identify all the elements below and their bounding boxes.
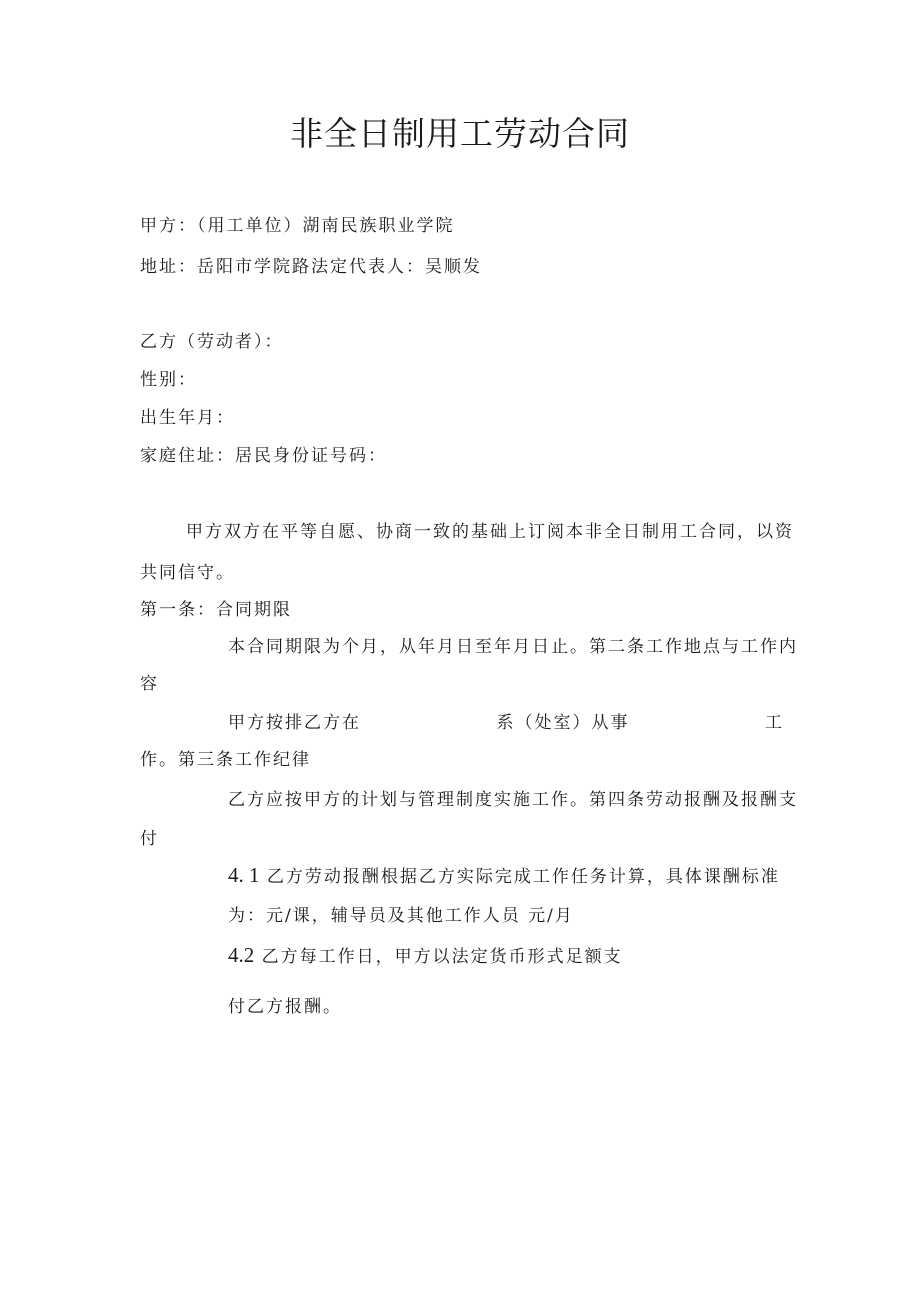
article-2-part-1: 甲方按排乙方在 xyxy=(228,713,361,733)
party-b-address-id: 家庭住址：居民身份证号码： xyxy=(140,446,387,466)
article-1-line-2: 容 xyxy=(140,674,159,694)
party-b-label: 乙方（劳动者）： xyxy=(140,332,284,352)
article-2-line-2: 作。第三条工作纪律 xyxy=(140,750,311,770)
preamble-line-2: 共同信守。 xyxy=(140,563,235,583)
article-2-part-3: 工 xyxy=(765,713,784,733)
contract-title: 非全日制用工劳动合同 xyxy=(290,114,630,153)
clause-4-2-text: 乙方每工作日，甲方以法定货币形式足额支 xyxy=(261,947,623,967)
article-2-part-2: 系（处室）从事 xyxy=(496,713,630,733)
clause-4-1-number: 4. 1 xyxy=(228,863,260,887)
party-b-gender: 性别： xyxy=(140,370,197,390)
party-a-address-representative: 地址：岳阳市学院路法定代表人：吴顺发 xyxy=(140,257,482,277)
clause-4-2-number: 4.2 xyxy=(228,943,255,967)
clause-4-1-line-1 xyxy=(228,865,780,887)
preamble-line-1: 甲方双方在平等自愿、协商一致的基础上订阅本非全日制用工合同，以资 xyxy=(186,522,794,542)
article-1-line-1: 本合同期限为个月，从年月日至年月日止。第二条工作地点与工作内 xyxy=(228,637,798,657)
article-1-heading: 第一条：合同期限 xyxy=(140,600,292,620)
article-2-line-1 xyxy=(228,713,784,733)
article-3-line-2: 付 xyxy=(140,829,159,849)
party-a-unit: 甲方：（用工单位）湖南民族职业学院 xyxy=(140,216,455,236)
clause-4-2-line-1 xyxy=(228,945,623,967)
party-b-birth: 出生年月： xyxy=(140,408,235,428)
clause-4-1-text: 乙方劳动报酬根据乙方实际完成工作任务计算，具体课酬标准 xyxy=(266,867,780,887)
clause-4-1-line-2: 为：元/课，辅导员及其他工作人员 元/月 xyxy=(228,906,574,926)
clause-4-2-line-2: 付乙方报酬。 xyxy=(228,997,342,1017)
article-3-line-1: 乙方应按甲方的计划与管理制度实施工作。第四条劳动报酬及报酬支 xyxy=(228,790,798,810)
